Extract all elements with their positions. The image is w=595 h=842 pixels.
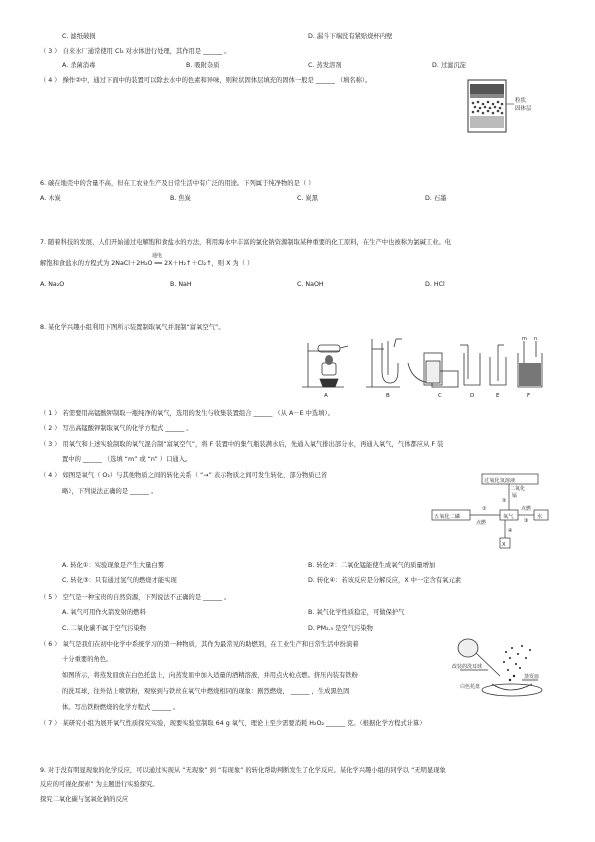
- q8-sub4-option: A. 转化①：实验现象是产生大量白雾: [62, 562, 165, 569]
- apparatus-label: B: [386, 393, 390, 399]
- q7-stem-line1: 7. 随着科技的发展，人们开始通过电解饱和食盐水的方法，利用海水中丰富的氯化钠资源制取某种重要的化工原料，在生产中也被称为氯碱工业。电: [40, 239, 452, 246]
- iron-powder-combustion-figure: [452, 636, 548, 700]
- filter-label: 粒状: [515, 98, 527, 104]
- q8-sub4-line1: （ 4 ） 如图是氧气（ O₂）与其他物质之间的转化关系（ “→” 表示物质之间可发生转化，部分物质已省: [40, 472, 328, 479]
- q8-sub7: （ 7 ） 某研究小组为展开氧气性质探究实验，现要实验室制取 64 g 氧气，理论上至少需要消耗 H₂O₂ ______ 克。（根据化学方程式计算）: [40, 720, 426, 727]
- node-phosphorus-pentoxide: 五氧化二磷: [434, 514, 460, 520]
- arrow-number: ②: [502, 498, 507, 504]
- q7-option: C. NaOH: [297, 281, 324, 288]
- q5-sub4: （ 4 ） 操作②中，通过下面中的装置可以除去水中的色素和异味，则粒状固体层填充的固体一般是 ______ （填名称）。: [40, 77, 372, 84]
- q7-option: D. HCl: [425, 281, 445, 288]
- arrow-number: ③: [524, 518, 529, 524]
- q9-stem-line2: 反应的可视化探索” 为主题进行实验探究。: [40, 781, 159, 788]
- q6-option: D. 石墨: [425, 195, 447, 202]
- q8-sub3-line2: 置中的 ______ （选填 “m” 或 “n” ）口通入。: [62, 456, 192, 463]
- q6-option: C. 炭黑: [297, 195, 318, 202]
- q7-option: B. NaH: [170, 281, 192, 288]
- q8-sub4-option: B. 转化②：二氧化锰能使生成氧气的质量增加: [308, 562, 436, 569]
- node-hydrogen-peroxide: 过氧化氢溶液: [484, 478, 516, 484]
- node-x: X: [502, 542, 506, 548]
- node-water: 水: [537, 514, 543, 520]
- apparatus-label: E: [496, 393, 500, 399]
- condition-ignite: 点燃: [521, 506, 532, 512]
- q8-sub5-option: A. 氧气可用作火箭发射的燃料: [62, 609, 146, 616]
- q9-subheading: 探究二氧化碳与氢氧化钠的反应: [40, 796, 129, 803]
- q8-sub6-line2: 十分重要的角色。: [62, 656, 113, 663]
- tray-label: 白色托盘: [460, 684, 481, 690]
- lab-apparatus-figure: [300, 335, 545, 400]
- q7-option: A. Na₂O: [40, 281, 65, 288]
- apparatus-label: A: [324, 393, 328, 399]
- q6-option: B. 焦炭: [170, 195, 191, 202]
- q5-option-d: D. 漏斗下端没有紧贴烧杯内壁: [308, 33, 393, 40]
- q5-sub3-option: C. 蒸发溶剂: [308, 62, 342, 69]
- q5-sub3-option: B. 吸附杂质: [186, 62, 220, 69]
- arrow-number: ①: [482, 506, 487, 512]
- q8-sub4-option: C. 转化③：只有通过氢气的燃烧才能实现: [62, 577, 177, 584]
- q8-sub5-option: C. 二氧化碳不属于空气污染物: [62, 625, 146, 632]
- q8-sub4-line2: 略），下列说法正确的是 ______ 。: [62, 488, 158, 495]
- condition-ignite: 点燃: [476, 520, 487, 526]
- q8-sub6-line5: 体。写出铁粉燃烧的化学方程式 ______ 。: [62, 704, 180, 711]
- q5-option-c: C. 滤纸破损: [62, 33, 96, 40]
- q8-sub6-line1: （ 6 ） 氧气是我们在初中化学中系统学习的第一种物质，其作为最常见的助燃剂，在工业生产和日常生活中扮演着: [40, 641, 359, 648]
- q8-sub3-line1: （ 3 ） 用氧气和上述实验制取的氧气混合制“富氧空气”，将 F 装置中的集气瓶装满水后，先通入氧气排出部分水，再通入氧气，气体都应从 F 装: [40, 441, 444, 448]
- q9-stem-line1: 9. 对于没有明显现象的化学反应，可以通过实现从 “无现象” 到 “有现象” 的转化帮助判断发生了化学反应。某化学兴趣小组的同学以 “无明显现象: [40, 767, 446, 774]
- q8-sub1: （ 1 ） 若需要用高锰酸钾制取一瓶纯净的氧气，选用的发生与收集装置组合 ______ （从 A－E 中选填）。: [40, 410, 334, 417]
- q6-option: A. 木炭: [40, 195, 61, 202]
- q8-sub4-option: D. 转化④：若该反应是分解反应，X 中一定含有氧元素: [308, 577, 462, 584]
- port-n-label: n: [534, 336, 538, 342]
- port-m-label: m: [522, 336, 527, 342]
- catalyst-label: 二氧化: [510, 486, 526, 492]
- bulb-label: 改装的洗耳球: [452, 664, 483, 670]
- filter-bed-figure: [462, 76, 542, 136]
- apparatus-label: C: [438, 393, 442, 399]
- q5-sub3: （ 3 ） 自来水厂通常使用 Cl₂ 对水体进行处理，其作用是 ______ 。: [40, 48, 231, 55]
- q7-stem-line2: 解饱和食盐水的方程式为 2NaCl＋2H₂O ══ 2X＋H₂↑＋Cl₂↑，则 X 为（ ）: [40, 260, 254, 267]
- q8-sub5-option: D. PM₂.₅ 是空气污染物: [308, 625, 373, 632]
- q8-sub5-option: B. 氧气化学性质稳定，可做保护气: [308, 609, 405, 616]
- q8-sub6-line3: 如图所示，将蒸发皿放在白色托盘上，向蒸发皿中加入适量的酒精溶液，并用点火枪点燃。挤压内装有铁粉: [62, 672, 358, 679]
- q7-condition: 通电: [152, 253, 163, 259]
- apparatus-label: D: [470, 393, 475, 399]
- q8-stem: 8. 某化学兴趣小组利用下图所示装置制取氧气并混制“富氧空气”。: [40, 324, 225, 331]
- q6-stem: 6. 碳在地壳中的含量不高，但在工农业生产及日常生活中有广泛的用途。下列属于纯净物的是（ ）: [40, 180, 315, 187]
- apparatus-label: F: [527, 393, 531, 399]
- arrow-number: ④: [508, 528, 513, 534]
- dish-label: 蒸发皿: [524, 674, 540, 680]
- q8-sub6-line4: 的洗耳球，往外钻上喷铁粉，观察到与铁丝在氧气中燃烧相同的现象：剧烈燃烧， ______ ，生成黑色固: [62, 688, 350, 695]
- catalyst-label: 锰: [512, 493, 518, 499]
- oxygen-conversion-diagram: [430, 472, 550, 552]
- q8-sub2: （ 2 ） 写出高锰酸钾制取氧气的化学方程式 ______ 。: [40, 425, 193, 432]
- node-oxygen: 氧气: [503, 514, 514, 520]
- q5-sub3-option: A. 杀菌消毒: [62, 62, 96, 69]
- q8-sub5: （ 5 ） 空气是一种宝贵的自然资源，下列说法不正确的是 ______ 。: [40, 594, 231, 601]
- filter-label: 固体层: [515, 106, 532, 112]
- q5-sub3-option: D. 过滤沉淀: [432, 62, 467, 69]
